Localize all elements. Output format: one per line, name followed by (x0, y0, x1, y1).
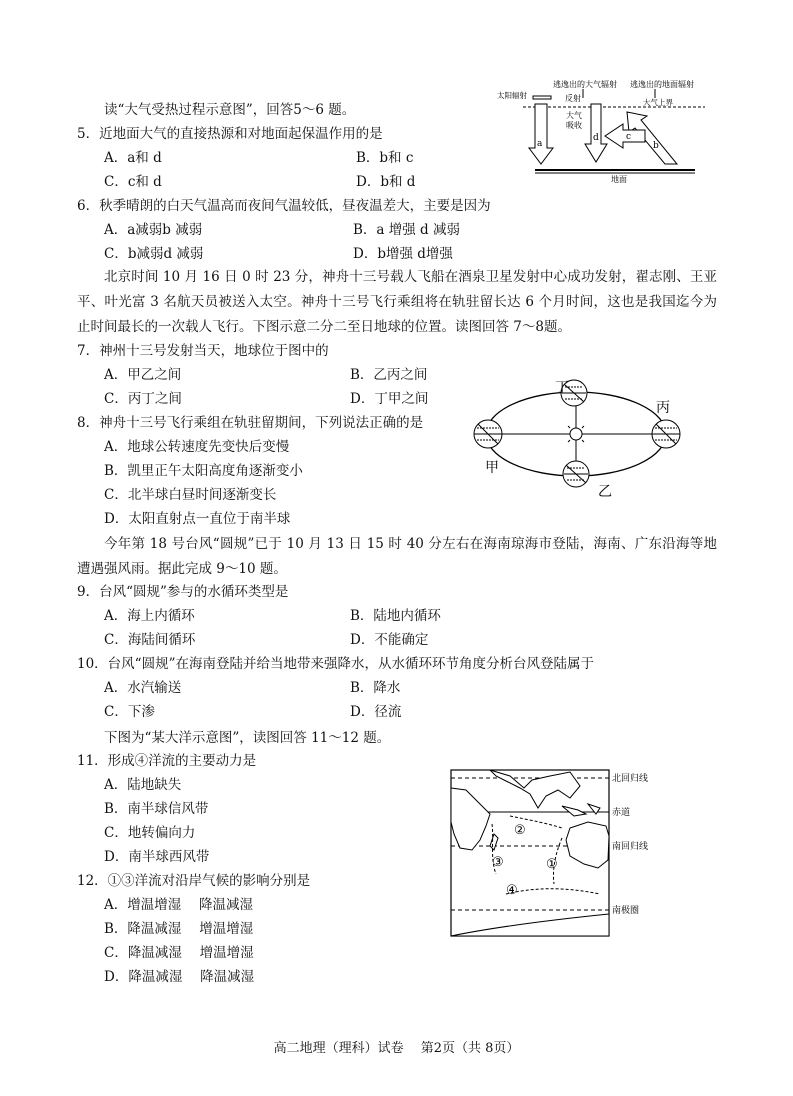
earth-orbit-diagram (468, 376, 704, 500)
q8-option-b: B．凯里正午太阳高度角逐渐变小 (104, 463, 303, 479)
q12-stem: 12．①③洋流对沿岸气候的影响分别是 (77, 873, 311, 889)
label-ding: 丁 (555, 380, 569, 396)
q6-option-b: B．a 增强 d 减弱 (353, 222, 460, 238)
label-reflect: 反射 (565, 94, 581, 103)
q7-option-c: C．丙丁之间 (104, 391, 182, 407)
label-escaped-atm: 逃逸出的大气辐射 (553, 80, 617, 89)
svg-text:吸收: 吸收 (566, 121, 582, 130)
q6-option-c: C．b减弱d 减弱 (104, 246, 204, 262)
label-ground: 地面 (611, 175, 627, 184)
q8-option-d: D．太阳直射点一直位于南半球 (104, 511, 291, 527)
label-yi: 乙 (598, 484, 612, 500)
label-current-1: ① (546, 857, 558, 872)
label-escaped-ground: 逃逸出的地面辐射 (630, 80, 694, 89)
passage-typhoon: 今年第 18 号台风“圆规”已于 10 月 13 日 15 时 40 分左右在海南琼海市登陆，海南、广东沿海等地遭遇强风雨。据此完成 9～10 题。 (77, 536, 717, 577)
q8-option-a: A．地球公转速度先变快后变慢 (104, 439, 290, 455)
svg-text:大气: 大气 (566, 111, 582, 120)
q12-option-a: A．增温增湿 降温减湿 (104, 897, 254, 913)
label-current-3: ③ (492, 855, 504, 870)
q9-option-d: D．不能确定 (350, 632, 429, 648)
q11-option-c: C．地转偏向力 (104, 825, 196, 841)
page-footer: 高二地理（理科）试卷 第2页（共 8页） (273, 1041, 520, 1056)
q8-stem: 8．神舟十三号飞行乘组在轨驻留期间，下列说法正确的是 (77, 415, 424, 431)
intro-q11-12: 下图为“某大洋示意图”，读图回答 11～12 题。 (104, 730, 391, 746)
q10-option-d: D．径流 (350, 704, 402, 720)
q6-option-d: D．b增强 d增强 (353, 246, 453, 262)
label-b: b (653, 141, 659, 151)
q5-option-c: C．c和 d (104, 174, 162, 190)
q11-option-d: D．南半球西风带 (104, 849, 210, 865)
q11-stem: 11．形成④洋流的主要动力是 (77, 753, 257, 769)
q5-stem: 5．近地面大气的直接热源和对地面起保温作用的是 (77, 126, 383, 142)
q11-option-a: A．陆地缺失 (104, 777, 182, 793)
q10-option-c: C．下渗 (104, 704, 155, 720)
sun-icon (564, 422, 588, 446)
label-jia: 甲 (485, 460, 499, 476)
q6-option-a: A．a减弱b 减弱 (104, 222, 203, 238)
q11-option-b: B．南半球信风带 (104, 801, 209, 817)
q8-option-c: C．北半球白昼时间逐渐变长 (104, 487, 277, 503)
q7-option-d: D．丁甲之间 (350, 391, 429, 407)
q6-stem: 6．秋季晴朗的白天气温高而夜间气温较低，昼夜温差大，主要是因为 (77, 198, 491, 214)
ocean-map-diagram (450, 768, 660, 940)
q12-option-d: D．降温减湿 降温减湿 (104, 969, 255, 985)
q10-option-a: A．水汽输送 (104, 680, 182, 696)
passage-shenzhou: 北京时间 10 月 16 日 0 时 23 分，神舟十三号载人飞船在酒泉卫星发射中心成功发射，翟志刚、王亚平、叶光富 3 名航天员被送入太空。神舟十三号飞行乘组将在轨驻留长达 6 个月时间，这也是我国迄今为止时间最长的一次载人飞行。下图示意二分二至日地球的位置。读图回答 7～8题。 (77, 269, 717, 335)
q9-option-c: C．海陆间循环 (104, 632, 196, 648)
label-d: d (593, 133, 599, 143)
label-tropic-s: 南回归线 (612, 842, 649, 852)
q7-option-b: B．乙丙之间 (350, 367, 428, 383)
earth-jia (474, 420, 502, 448)
q12-option-b: B．降温减湿 增温增湿 (104, 921, 254, 937)
q5-option-b: B．b和 c (356, 150, 414, 166)
earth-bing (652, 420, 680, 448)
label-c: c (626, 132, 632, 142)
label-tropic-n: 北回归线 (612, 774, 649, 784)
label-antarctic: 南极圈 (612, 906, 640, 916)
q5-option-a: A．a和 d (104, 150, 162, 166)
label-upper: 大气上界 (643, 98, 673, 107)
q12-option-c: C．降温减湿 增温增湿 (104, 945, 254, 961)
label-current-4: ④ (506, 883, 518, 898)
intro-q5-6: 读“大气受热过程示意图”，回答5～6 题。 (104, 102, 356, 118)
earth-yi (563, 461, 589, 487)
label-equator: 赤道 (612, 808, 631, 818)
label-a: a (537, 139, 543, 149)
q9-stem: 9．台风“圆规”参与的水循环类型是 (77, 584, 289, 600)
q5-option-d: D．b和 d (356, 174, 416, 190)
q7-option-a: A．甲乙之间 (104, 367, 182, 383)
label-solar-rad: 太阳辐射 (497, 91, 527, 100)
q10-stem: 10．台风“圆规”在海南登陆并给当地带来强降水，从水循环环节角度分析台风登陆属于 (77, 656, 594, 672)
q9-option-b: B．陆地内循环 (350, 608, 441, 624)
q7-stem: 7．神州十三号发射当天，地球位于图中的 (77, 343, 329, 359)
label-current-2: ② (514, 823, 526, 838)
q10-option-b: B．降水 (350, 680, 401, 696)
label-bing: 丙 (656, 400, 670, 416)
atmosphere-heating-diagram (495, 76, 705, 184)
q9-option-a: A．海上内循环 (104, 608, 195, 624)
